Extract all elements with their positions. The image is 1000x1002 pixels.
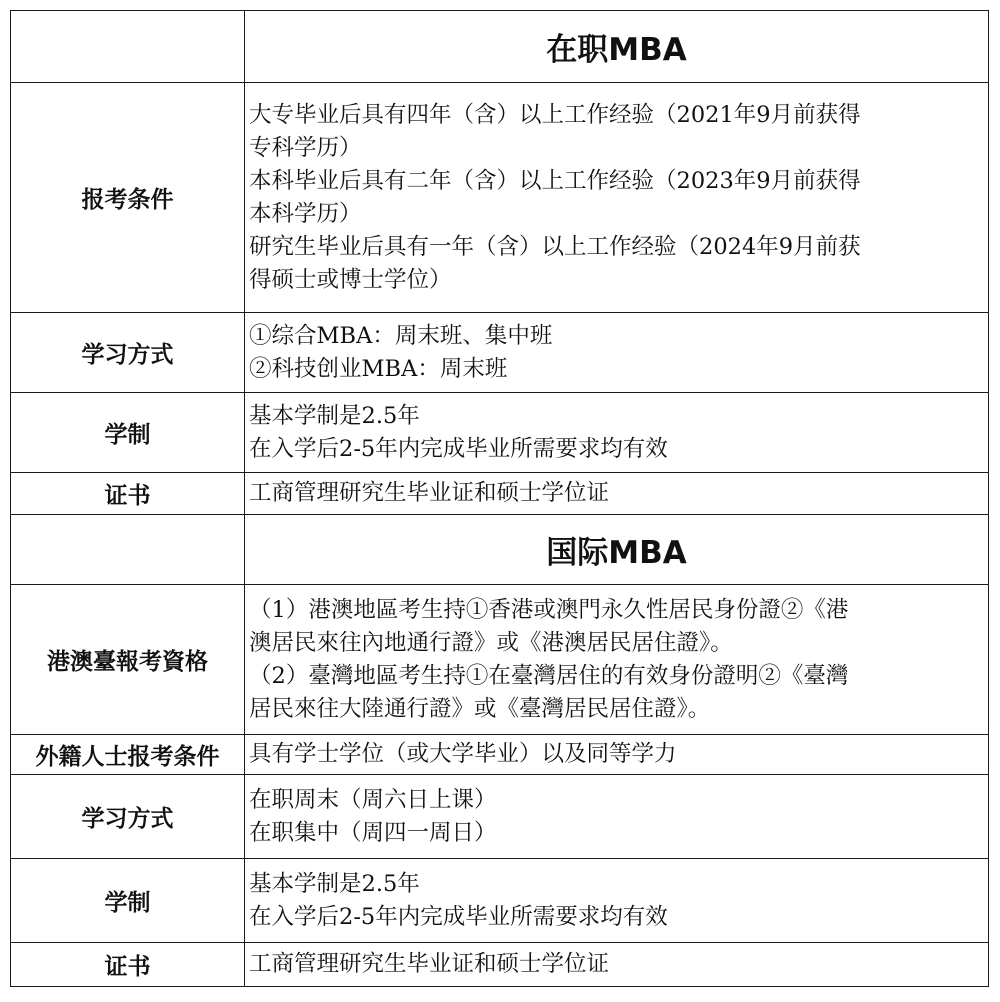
onjob-duration-label: 学制 — [11, 393, 245, 473]
onjob-study-mode-line: ①综合MBA：周末班、集中班 — [249, 322, 553, 349]
onjob-duration-line: 在入学后2-5年内完成毕业所需要求均有效 — [249, 435, 668, 462]
onjob-eligibility-line: 研究生毕业后具有一年（含）以上工作经验（2024年9月前获 — [249, 233, 861, 260]
intl-duration-line: 基本学制是2.5年 — [249, 870, 420, 897]
intl-hkmt-line: （2）臺灣地區考生持①在臺灣居住的有效身份證明②《臺灣 — [249, 662, 849, 689]
intl-foreign-row — [11, 735, 989, 775]
intl-certificate-row — [11, 943, 989, 987]
onjob-study-mode-label: 学习方式 — [11, 313, 245, 393]
intl-study-mode-label: 学习方式 — [11, 775, 245, 859]
onjob-certificate-content: 工商管理研究生毕业证和硕士学位证 — [245, 473, 989, 515]
onjob-header-empty-cell — [11, 11, 245, 83]
intl-certificate-content: 工商管理研究生毕业证和硕士学位证 — [245, 943, 989, 987]
intl-duration-line: 在入学后2-5年内完成毕业所需要求均有效 — [249, 903, 668, 930]
onjob-eligibility-line: 大专毕业后具有四年（含）以上工作经验（2021年9月前获得 — [249, 101, 861, 128]
onjob-duration-content — [245, 393, 989, 473]
intl-foreign-label: 外籍人士报考条件 — [11, 735, 245, 775]
onjob-eligibility-line: 本科毕业后具有二年（含）以上工作经验（2023年9月前获得 — [249, 167, 861, 194]
intl-hkmt-line: 澳居民來往內地通行證》或《港澳居民居住證》。 — [249, 629, 733, 656]
intl-hkmt-line: （1）港澳地區考生持①香港或澳門永久性居民身份證②《港 — [249, 596, 849, 623]
onjob-eligibility-line: 得硕士或博士学位） — [249, 266, 452, 293]
onjob-eligibility-line: 本科学历） — [249, 200, 362, 227]
intl-study-mode-line: 在职周末（周六日上课） — [249, 786, 497, 813]
onjob-study-mode-content — [245, 313, 989, 393]
intl-certificate-label: 证书 — [11, 943, 245, 987]
intl-header-empty-cell — [11, 515, 245, 585]
onjob-study-mode-row — [11, 313, 989, 393]
intl-foreign-content: 具有学士学位（或大学毕业）以及同等学力 — [245, 735, 989, 775]
intl-hkmt-content — [245, 585, 989, 735]
mba-info-table — [10, 10, 989, 987]
intl-header-row — [11, 515, 989, 585]
onjob-certificate-row — [11, 473, 989, 515]
onjob-eligibility-line: 专科学历） — [249, 134, 362, 161]
intl-title: 国际MBA — [245, 515, 989, 585]
intl-duration-label: 学制 — [11, 859, 245, 943]
onjob-duration-line: 基本学制是2.5年 — [249, 402, 420, 429]
intl-study-mode-line: 在职集中（周四一周日） — [249, 819, 497, 846]
onjob-eligibility-label: 报考条件 — [11, 83, 245, 313]
intl-hkmt-label: 港澳臺報考資格 — [11, 585, 245, 735]
onjob-title: 在职MBA — [245, 11, 989, 83]
onjob-header-row — [11, 11, 989, 83]
onjob-eligibility-content — [245, 83, 989, 313]
intl-duration-content — [245, 859, 989, 943]
mba-info-table-container — [10, 10, 988, 986]
onjob-certificate-label: 证书 — [11, 473, 245, 515]
onjob-study-mode-line: ②科技创业MBA：周末班 — [249, 355, 508, 382]
intl-hkmt-row — [11, 585, 989, 735]
intl-hkmt-line: 居民來往大陸通行證》或《臺灣居民居住證》。 — [249, 695, 711, 722]
intl-duration-row — [11, 859, 989, 943]
onjob-duration-row — [11, 393, 989, 473]
onjob-eligibility-row — [11, 83, 989, 313]
intl-study-mode-row — [11, 775, 989, 859]
intl-study-mode-content — [245, 775, 989, 859]
